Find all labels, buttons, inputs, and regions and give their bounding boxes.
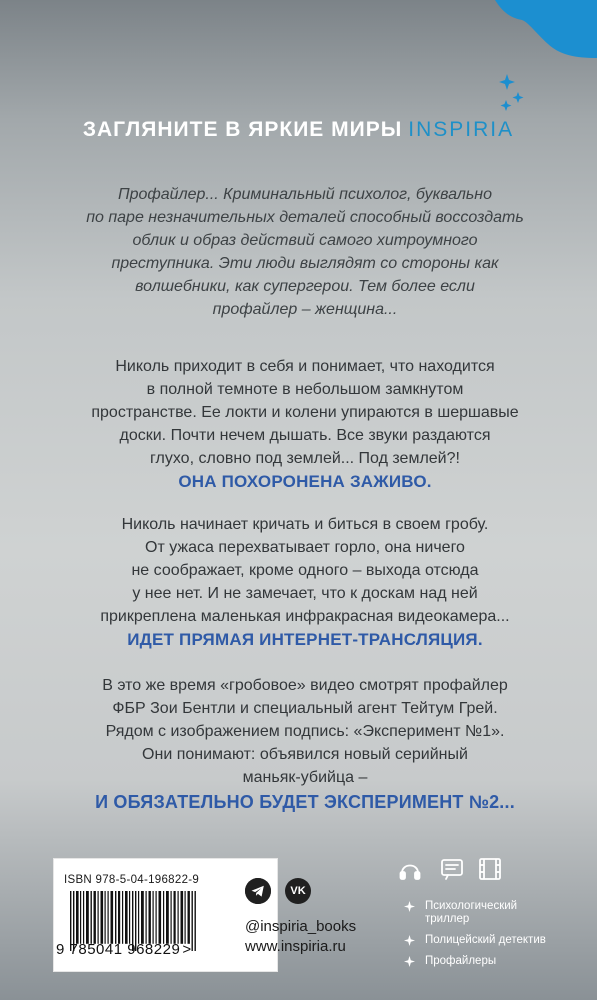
genre-label: Полицейский детектив bbox=[425, 934, 546, 946]
brand-logo-text: INSPIRIA bbox=[408, 118, 515, 141]
accent-headline: ИДЕТ ПРЯМАЯ ИНТЕРНЕТ-ТРАНСЛЯЦИЯ. bbox=[127, 630, 483, 649]
website-link[interactable]: www.inspiria.ru bbox=[245, 938, 346, 955]
star-icon bbox=[404, 956, 415, 967]
text-line: В это же время «гробовое» видео смотрят профайлер bbox=[102, 677, 508, 694]
social-handle[interactable]: @inspiria_books bbox=[245, 918, 357, 935]
text-line: От ужаса перехватывает горло, она ничего bbox=[145, 539, 465, 556]
text-line: доски. Почти нечем дышать. Все звуки раздаются bbox=[119, 427, 491, 444]
star-icon bbox=[404, 935, 415, 946]
format-icons bbox=[398, 855, 508, 883]
star-icon bbox=[404, 901, 415, 912]
paragraph-4 bbox=[60, 674, 550, 814]
barcode-digit-group-2: 968229 bbox=[127, 941, 181, 958]
text-line: пространстве. Ее локти и колени упираются в шершавые bbox=[91, 404, 519, 421]
text-line: преступника. Эти люди выглядят со стороны как bbox=[111, 255, 499, 272]
text-line: волшебники, как супергерои. Тем более если bbox=[135, 278, 475, 295]
text-line: не соображает, кроме одного – выхода отсюда bbox=[131, 562, 479, 579]
barcode-digit-first: 9 bbox=[56, 941, 65, 958]
paragraph-2 bbox=[60, 355, 550, 493]
text-line: Они понимают: объявился новый серийный bbox=[142, 746, 468, 763]
intro-paragraph bbox=[60, 183, 550, 321]
text-line: Николь приходит в себя и понимает, что находится bbox=[115, 358, 495, 375]
text-line: по паре незначительных деталей способный воссоздать bbox=[86, 209, 524, 226]
paragraph-3 bbox=[60, 513, 550, 651]
sparkles-icon bbox=[496, 72, 530, 116]
genre-item bbox=[404, 900, 564, 926]
text-line: у нее нет. И не замечает, что к доскам над ней bbox=[132, 585, 478, 602]
ebook-icon bbox=[442, 860, 462, 879]
series-title bbox=[0, 118, 597, 142]
genre-label: Профайлеры bbox=[425, 955, 497, 967]
text-line: облик и образ действий самого хитроумного bbox=[132, 232, 478, 249]
series-title-text: ЗАГЛЯНИТЕ В ЯРКИЕ МИРЫ bbox=[82, 118, 403, 141]
vk-icon[interactable]: VK bbox=[285, 878, 311, 904]
text-line: прикреплена маленькая инфракрасная видеокамера... bbox=[100, 608, 510, 625]
telegram-icon[interactable] bbox=[245, 878, 271, 904]
top-tab-shape bbox=[0, 0, 597, 70]
text-line: Профайлер... Криминальный психолог, буквально bbox=[118, 186, 492, 203]
text-line: глухо, словно под землей... Под землей?! bbox=[150, 450, 460, 467]
accent-headline: И ОБЯЗАТЕЛЬНО БУДЕТ ЭКСПЕРИМЕНТ №2... bbox=[95, 792, 515, 812]
text-line: в полной темноте в небольшом замкнутом bbox=[146, 381, 464, 398]
text-line: ФБР Зои Бентли и специальный агент Тейтум Грей. bbox=[112, 700, 498, 717]
genre-item bbox=[404, 955, 564, 968]
text-line: Рядом с изображением подпись: «Эксперимент №1». bbox=[105, 723, 505, 740]
isbn-label: ISBN 978-5-04-196822-9 bbox=[64, 874, 200, 886]
audiobook-icon bbox=[401, 866, 420, 880]
text-line: маньяк-убийца – bbox=[242, 769, 368, 786]
genre-list bbox=[404, 900, 564, 976]
barcode-digit-group-1: 785041 bbox=[69, 941, 123, 958]
accent-headline: ОНА ПОХОРОНЕНА ЗАЖИВО. bbox=[178, 472, 432, 491]
text-line: Николь начинает кричать и биться в своем гробу. bbox=[121, 516, 489, 533]
film-icon bbox=[480, 859, 500, 879]
genre-item bbox=[404, 934, 564, 947]
genre-label: Психологический триллер bbox=[425, 900, 518, 925]
barcode-digit-end: > bbox=[182, 941, 192, 958]
text-line: профайлер – женщина... bbox=[212, 301, 398, 318]
barcode-digits bbox=[56, 941, 192, 958]
